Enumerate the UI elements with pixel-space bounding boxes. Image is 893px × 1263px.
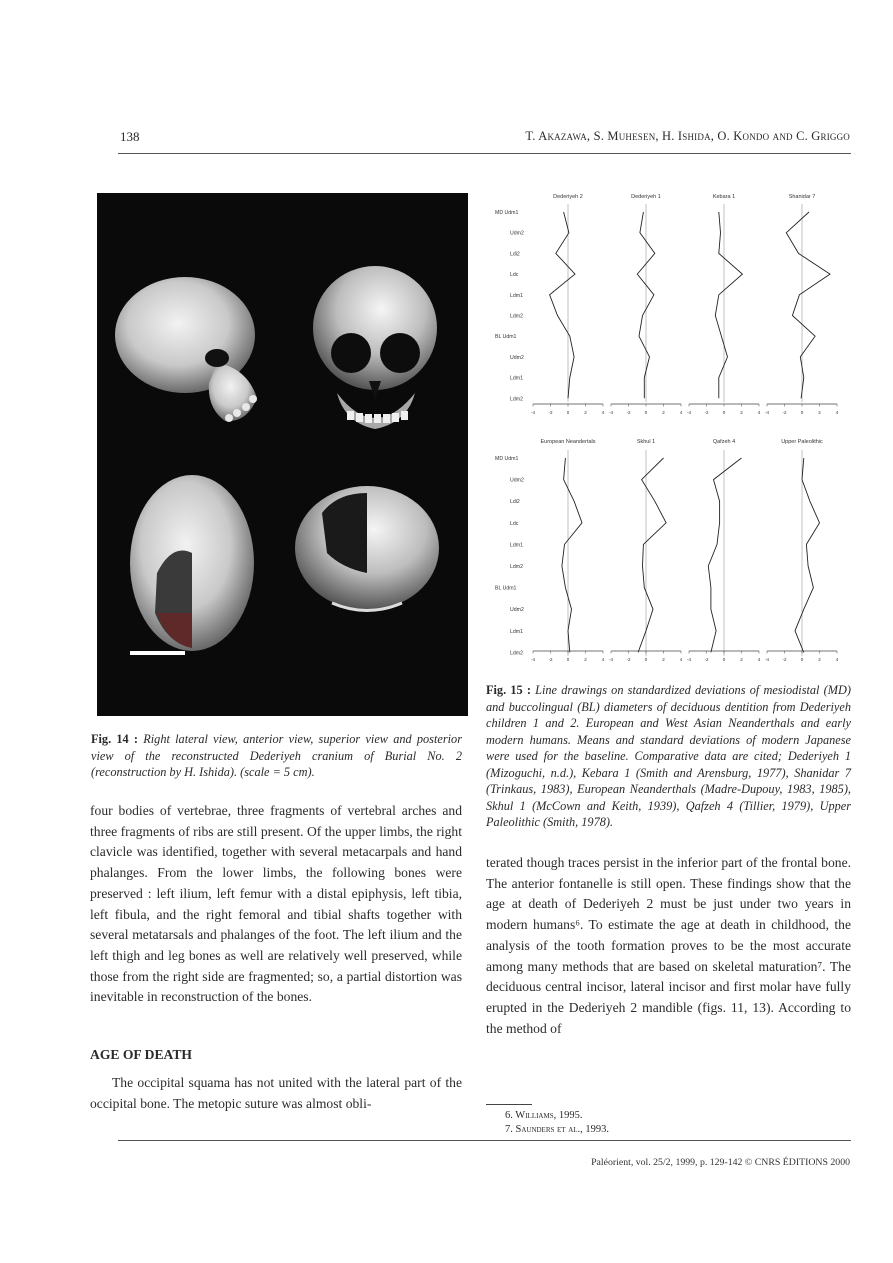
x-tick-label: -2 bbox=[626, 657, 631, 662]
body-left-paragraph-2: The occipital squama has not united with the lateral part of the occipital bone. The metopic suture was almost obli- bbox=[90, 1075, 462, 1111]
row-label: Ldi2 bbox=[510, 499, 520, 506]
series-line bbox=[638, 458, 666, 652]
figure-15-label: Fig. 15 : bbox=[486, 683, 531, 697]
footnote-rule bbox=[486, 1104, 532, 1105]
x-tick-label: -4 bbox=[764, 657, 770, 662]
row-label: Ldm2 bbox=[510, 650, 523, 657]
section-heading-age-of-death: AGE OF DEATH bbox=[90, 1047, 192, 1062]
x-tick-label: -4 bbox=[764, 410, 770, 415]
page-number: 138 bbox=[120, 129, 140, 144]
row-label: Udm2 bbox=[510, 477, 524, 484]
skull-posterior-view bbox=[295, 486, 439, 611]
x-tick-label: 4 bbox=[835, 410, 839, 415]
x-tick-label: 0 bbox=[800, 657, 804, 662]
figure-15-text: Line drawings on standardized deviations of mesiodistal (MD) and buccolingual (BL) diameters of deciduous dentition from Dederiyeh children 1 and 2. European and West Asian Neanderthals and early modern humans. Means and standard deviations of modern Japanese were used for the baseline. Comparative data are cited; Dederiyeh 1 (Mizoguchi, n.d.), Kebara 1 (Smith and Arensburg, 1977), Shanidar 7 (Trinkaus, 1983), European Neanderthals (Madre-Dupouy, 1983, 1985), Skhul 1 (McCown and Keith, 1939), Qafzeh 4 (Tillier, 1979), Upper Paleolithic (Smith, 1978). bbox=[486, 683, 851, 829]
panel-title: European Neandertals bbox=[540, 439, 596, 445]
row-label: MD Udm1 bbox=[495, 456, 519, 462]
row-label: Ldm1 bbox=[510, 542, 523, 549]
x-tick-label: -2 bbox=[782, 657, 787, 662]
row-label: Ldm1 bbox=[510, 628, 523, 635]
row-label: Ldm1 bbox=[510, 375, 523, 382]
series-line bbox=[708, 458, 741, 652]
skull-anterior-view bbox=[313, 266, 437, 429]
panel-title: Skhul 1 bbox=[636, 439, 656, 445]
x-tick-label: 4 bbox=[757, 410, 761, 415]
x-tick-label: -2 bbox=[626, 410, 631, 415]
x-tick-label: -4 bbox=[608, 657, 614, 662]
panel-title: Upper Paleolithic bbox=[781, 439, 823, 445]
row-label: Ldm2 bbox=[510, 313, 523, 320]
series-line bbox=[715, 212, 742, 398]
row-label: Ldc bbox=[510, 272, 519, 279]
x-tick-label: 0 bbox=[644, 657, 648, 662]
x-tick-label: 2 bbox=[740, 657, 743, 662]
x-tick-label: 2 bbox=[584, 410, 587, 415]
footer-rule bbox=[118, 1140, 851, 1141]
x-tick-label: -4 bbox=[530, 410, 536, 415]
x-tick-label: 2 bbox=[662, 657, 665, 662]
x-tick-label: -4 bbox=[530, 657, 536, 662]
x-tick-label: 0 bbox=[722, 657, 726, 662]
x-tick-label: 4 bbox=[835, 657, 839, 662]
x-tick-label: 2 bbox=[818, 410, 821, 415]
panel-title: Dederiyeh 1 bbox=[631, 194, 661, 200]
x-tick-label: -2 bbox=[782, 410, 787, 415]
x-tick-label: 2 bbox=[662, 410, 665, 415]
scale-bar bbox=[130, 651, 185, 655]
x-tick-label: 4 bbox=[601, 657, 605, 662]
journal-footer: Paléorient, vol. 25/2, 1999, p. 129-142 © CNRS ÉDITIONS 2000 bbox=[591, 1157, 850, 1168]
x-tick-label: 4 bbox=[679, 410, 683, 415]
row-label: MD Udm1 bbox=[495, 210, 519, 216]
header-rule bbox=[118, 153, 851, 154]
row-label: Ldm2 bbox=[510, 396, 523, 403]
x-tick-label: 4 bbox=[757, 657, 761, 662]
row-label: Udm2 bbox=[510, 607, 524, 614]
x-tick-label: 0 bbox=[566, 410, 570, 415]
x-tick-label: 0 bbox=[644, 410, 648, 415]
series-line bbox=[550, 212, 575, 398]
x-tick-label: -2 bbox=[548, 410, 553, 415]
row-label: Ldm1 bbox=[510, 292, 523, 299]
row-label: Udm2 bbox=[510, 230, 524, 237]
figure-14-caption bbox=[91, 731, 462, 781]
x-tick-label: 4 bbox=[601, 410, 605, 415]
x-tick-label: 2 bbox=[584, 657, 587, 662]
figure-14-label: Fig. 14 : bbox=[91, 732, 139, 746]
row-label: Ldc bbox=[510, 520, 519, 527]
figure-14-text: Right lateral view, anterior view, superior view and posterior view of the reconstructed Dederiyeh cranium of Burial No. 2 (reconstruction by H. Ishida). (scale = 5 cm). bbox=[91, 732, 462, 779]
x-tick-label: 0 bbox=[722, 410, 726, 415]
footnote-7: 7. Saunders et al., 1993. bbox=[505, 1124, 610, 1135]
skull-superior-view bbox=[130, 475, 254, 651]
figure-15-chart bbox=[476, 190, 856, 676]
footnote-6: 6. Williams, 1995. bbox=[505, 1110, 583, 1121]
body-left-paragraph-1: four bodies of vertebrae, three fragments of vertebral arches and three fragments of ribs are still present. Of the upper limbs, the right clavicle was identified, together with several metacarpals and hand phalanges. From the lower limbs, the following bones were preserved : left ilium, left femur with a distal epiphysis, left tibia, left fibula, and the right femoral and tibial shafts together with several metatarsals and phalanges of the foot. The left ilium and the left thigh and leg bones as well are relatively well preserved, while those from the right side are fragmented; so, a partial distortion was inevitable in reconstruction of the bones. bbox=[90, 803, 462, 1005]
x-tick-label: 0 bbox=[566, 657, 570, 662]
x-tick-label: -2 bbox=[548, 657, 553, 662]
row-label: BL Udm1 bbox=[495, 585, 517, 592]
panel-title: Shanidar 7 bbox=[788, 194, 816, 200]
series-line bbox=[795, 458, 820, 652]
figure-15-caption bbox=[486, 682, 851, 831]
x-tick-label: -4 bbox=[608, 410, 614, 415]
series-line bbox=[562, 458, 582, 652]
series-line bbox=[786, 212, 830, 398]
panel-title: Kebara 1 bbox=[712, 194, 736, 200]
x-tick-label: -2 bbox=[704, 410, 709, 415]
x-tick-label: -4 bbox=[686, 410, 692, 415]
x-tick-label: -4 bbox=[686, 657, 692, 662]
x-tick-label: 2 bbox=[818, 657, 821, 662]
x-tick-label: 2 bbox=[740, 410, 743, 415]
x-tick-label: 0 bbox=[800, 410, 804, 415]
panel-title: Dederiyeh 2 bbox=[553, 194, 583, 200]
running-header-authors: T. Akazawa, S. Muhesen, H. Ishida, O. Kondo and C. Griggo bbox=[525, 129, 850, 143]
x-tick-label: -2 bbox=[704, 657, 709, 662]
row-label: BL Udm1 bbox=[495, 334, 517, 341]
skull-lateral-view bbox=[115, 277, 257, 422]
body-right-paragraph: terated though traces persist in the inferior part of the frontal bone. The anterior fontanelle is still open. These findings show that the age at death of Dederiyeh 2 must be just under two years in modern humans⁶. To estimate the age at death in childhood, the analysis of the tooth formation proves to be the most accurate among many methods that are based on skeletal maturation⁷. The deciduous central incisor, lateral incisor and first molar have fully erupted in the Dederiyeh 2 mandible (figs. 11, 13). According to the method of bbox=[486, 855, 851, 1036]
figure-14-photo bbox=[97, 193, 468, 716]
row-label: Ldm2 bbox=[510, 564, 523, 570]
x-tick-label: 4 bbox=[679, 657, 683, 662]
row-label: Ldi2 bbox=[510, 251, 520, 258]
row-label: Udm2 bbox=[510, 354, 524, 361]
panel-title: Qafzeh 4 bbox=[712, 439, 736, 445]
